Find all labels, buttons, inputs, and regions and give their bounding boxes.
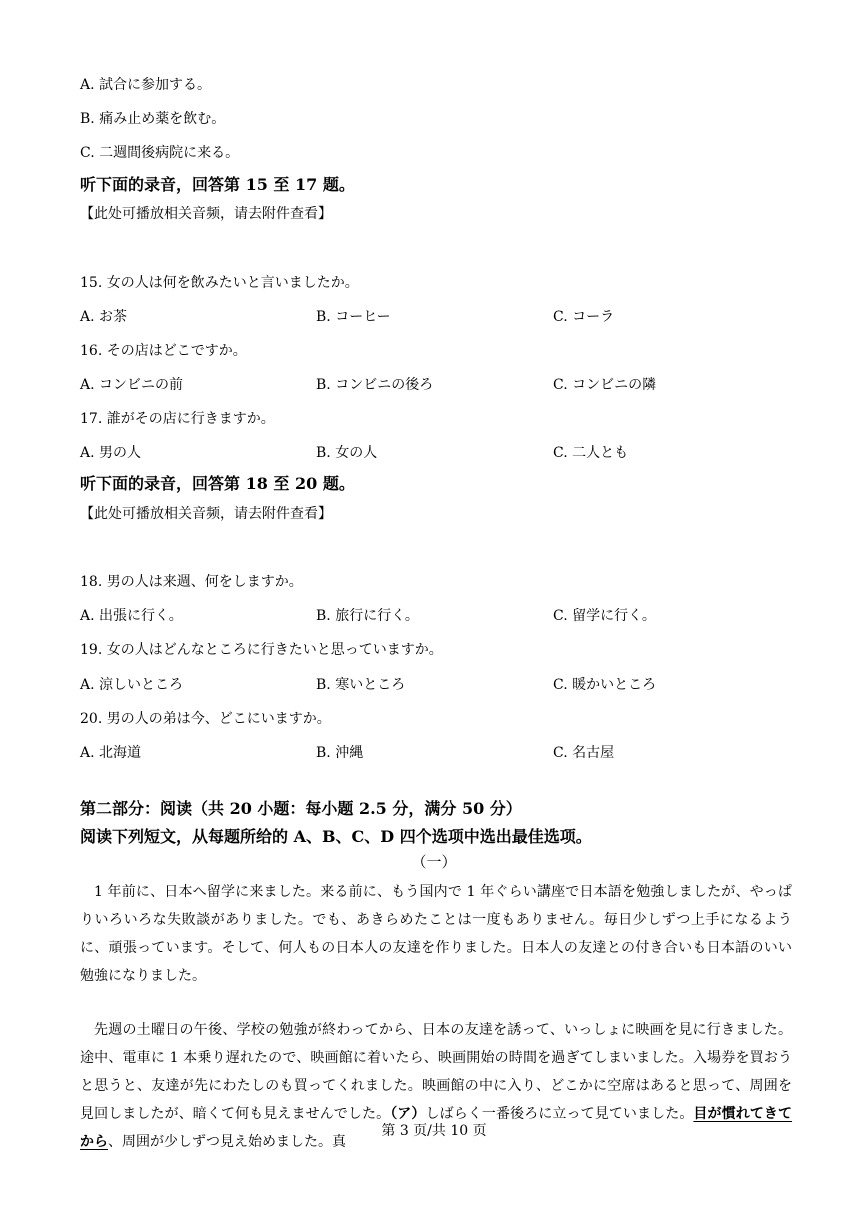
q15-option-a: A. お茶 xyxy=(80,309,128,325)
q17-option-c: C. 二人とも xyxy=(553,445,629,461)
q18-question: 18. 男の人は来週、何をしますか。 xyxy=(80,574,303,590)
q15-option-c: C. コーラ xyxy=(553,309,615,325)
q14-option-b: B. 痛み止め薬を飲む。 xyxy=(80,111,226,127)
q15-option-b: B. コーヒー xyxy=(316,309,391,325)
q19-option-a: A. 涼しいところ xyxy=(80,677,184,693)
q14-option-a: A. 試合に参加する。 xyxy=(80,77,212,93)
q19-option-c: C. 暖かいところ xyxy=(553,677,657,693)
q16-option-c: C. コンビニの隣 xyxy=(553,377,657,393)
part2-instruction: 阅读下列短文，从每题所给的 A、B、C、D 四个选项中选出最佳选项。 xyxy=(80,827,592,846)
q19-question: 19. 女の人はどんなところに行きたいと思っていますか。 xyxy=(80,642,443,658)
q16-option-a: A. コンビニの前 xyxy=(80,377,184,393)
q18-option-b: B. 旅行に行く。 xyxy=(316,608,419,624)
q17-question: 17. 誰がその店に行きますか。 xyxy=(80,411,275,427)
para2-text-after: 、周囲が少しずつ見え始めました。真 xyxy=(108,1134,346,1150)
part2-title: 第二部分：阅读（共 20 小题：每小题 2.5 分，满分 50 分） xyxy=(80,799,522,818)
q17-option-a: A. 男の人 xyxy=(80,445,142,461)
page-footer: 第 3 页/共 10 页 xyxy=(381,1123,487,1139)
q18-option-c: C. 留学に行く。 xyxy=(553,608,656,624)
q17-option-b: B. 女の人 xyxy=(316,445,378,461)
q20-option-b: B. 沖縄 xyxy=(316,745,364,761)
audio-note-15-17[interactable]: 【此处可播放相关音频，请去附件查看】 xyxy=(80,206,332,222)
q18-option-a: A. 出張に行く。 xyxy=(80,608,183,624)
passage-number: （一） xyxy=(411,853,457,871)
q19-option-b: B. 寒いところ xyxy=(316,677,406,693)
para2-text-middle: しばらく一番後ろに立って見ていました。 xyxy=(425,1106,694,1122)
section-heading-18-20: 听下面的录音，回答第 18 至 20 题。 xyxy=(80,474,355,493)
q15-question: 15. 女の人は何を飲みたいと言いましたか。 xyxy=(80,275,359,291)
q16-option-b: B. コンビニの後ろ xyxy=(316,377,434,393)
audio-note-18-20[interactable]: 【此处可播放相关音频，请去附件查看】 xyxy=(80,506,332,522)
q14-option-c: C. 二週間後病院に来る。 xyxy=(80,145,240,161)
para2-text-before: 先週の土曜日の午後、学校の勉強が終わってから、日本の友達を誘って、いっしょに映画を見に行きました。途中、電車に 1 本乗り遅れたので、映画館に着いたら、映画開始の時間を過ぎてしまいました。入場券を買おうと思うと、友達が先にわたしのも買ってくれました。映画館の中に入り、どこかに空席はあると思って、周囲を見回しましたが、暗くて何も見えませんでした。 xyxy=(80,1022,792,1122)
blank-marker-a: （ア） xyxy=(390,1106,426,1122)
q20-option-c: C. 名古屋 xyxy=(553,745,615,761)
passage-paragraph-1: 1 年前に、日本へ留学に来ました。来る前に、もう国内で 1 年ぐらい講座で日本語を勉強しましたが、やっぱりいろいろな失敗談がありました。でも、あきらめたことは一度もありません。毎日少しずつ上手になるように、頑張っています。そして、何人もの日本人の友達を作りました。日本人の友達との付き合いも日本語のいい勉強になりました。 xyxy=(80,884,792,984)
q20-option-a: A. 北海道 xyxy=(80,745,142,761)
underlined-phrase: 目が慣れてきてから xyxy=(80,1106,793,1150)
q20-question: 20. 男の人の弟は今、どこにいますか。 xyxy=(80,711,331,727)
section-heading-15-17: 听下面的录音，回答第 15 至 17 题。 xyxy=(80,175,355,194)
q16-question: 16. その店はどこですか。 xyxy=(80,343,247,359)
